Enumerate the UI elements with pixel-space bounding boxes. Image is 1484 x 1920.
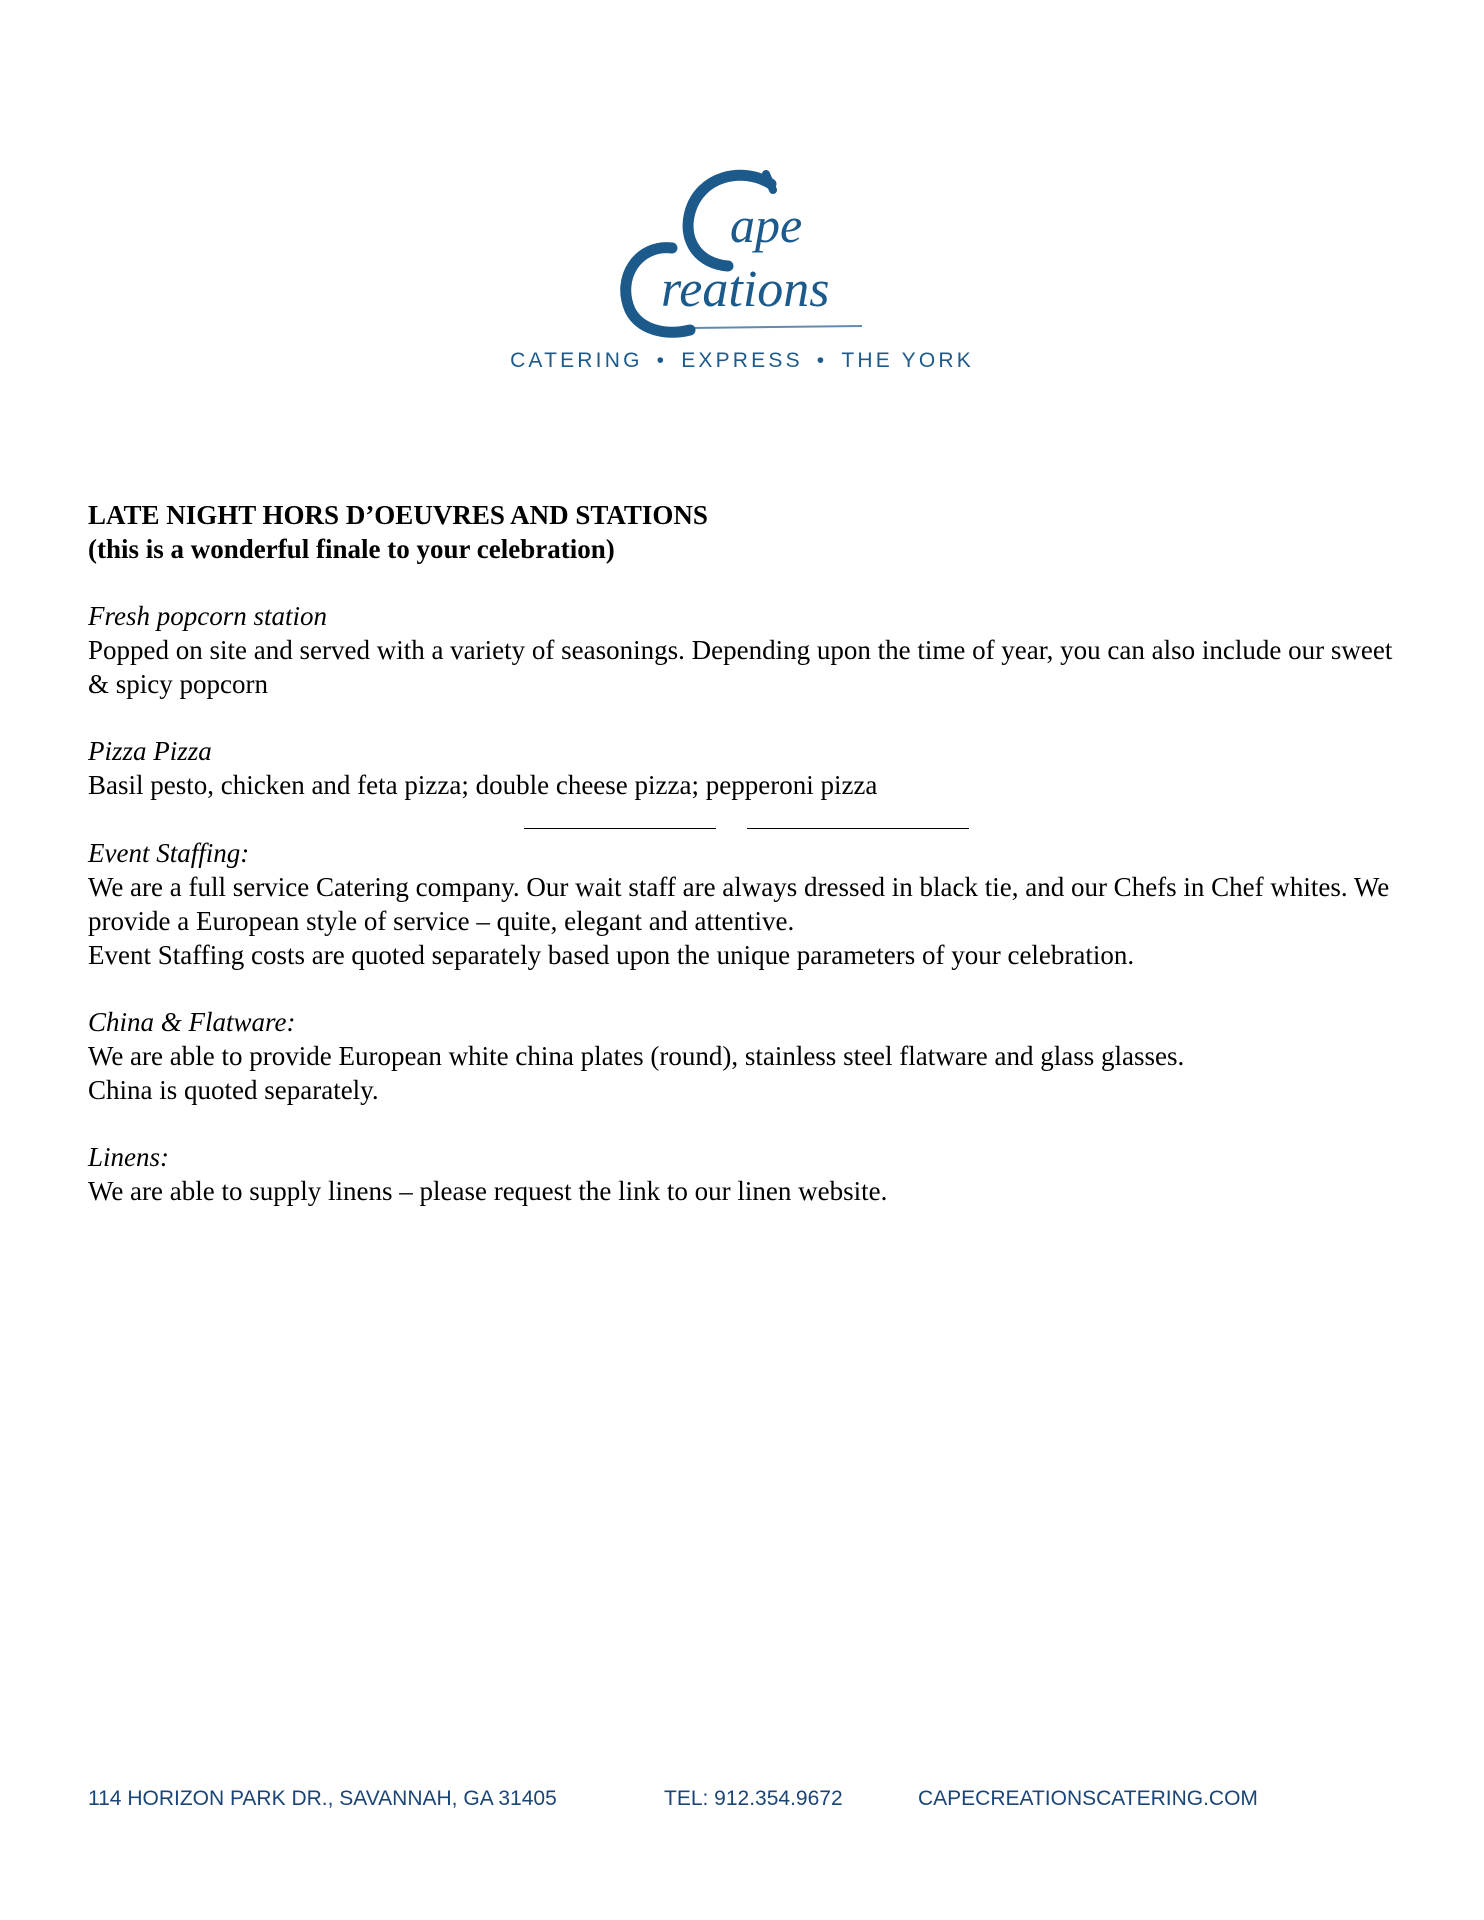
section-text: Basil pesto, chicken and feta pizza; double cheese pizza; pepperoni pizza (88, 770, 878, 800)
logo-tagline: CATERING • EXPRESS • THE YORK (510, 349, 974, 372)
section-pizza (88, 734, 1408, 802)
section-text: We are able to provide European white china plates (round), stainless steel flatware and glass glasses. (88, 1041, 1185, 1071)
section-text: We are a full service Catering company. Our wait staff are always dressed in black tie, and our Chefs in Chef whites. We provide a European style of service – quite, elegant and attentive. (88, 872, 1390, 936)
separator-rule (747, 828, 969, 829)
footer-website: CAPECREATIONSCATERING.COM (918, 1787, 1258, 1810)
section-text: China is quoted separately. (88, 1075, 379, 1105)
document-body (88, 498, 1408, 1208)
section-title: Fresh popcorn station (88, 601, 327, 631)
logo-word-reations: reations (661, 261, 830, 318)
section-text: Event Staffing costs are quoted separately based upon the unique parameters of your celebration. (88, 940, 1135, 970)
section-title: Pizza Pizza (88, 736, 212, 766)
document-subheading: (this is a wonderful finale to your celebration) (88, 534, 615, 564)
section-title: China & Flatware: (88, 1007, 296, 1037)
footer-phone: TEL: 912.354.9672 (664, 1787, 843, 1810)
section-china-flatware (88, 1005, 1408, 1107)
logo-graphic (0, 160, 1484, 375)
separator-rule (524, 828, 716, 829)
cape-creations-logo (0, 160, 1484, 375)
section-text: We are able to supply linens – please request the link to our linen website. (88, 1176, 888, 1206)
section-text: Popped on site and served with a variety of seasonings. Depending upon the time of year, you can also include our sweet & spicy popcorn (88, 635, 1393, 699)
separator-rules (88, 802, 1408, 836)
section-linens (88, 1140, 1408, 1208)
footer-address: 114 HORIZON PARK DR., SAVANNAH, GA 31405 (88, 1787, 557, 1810)
section-popcorn (88, 599, 1408, 701)
section-title: Linens: (88, 1142, 169, 1172)
section-title: Event Staffing: (88, 838, 250, 868)
logo-word-ape: ape (730, 197, 803, 253)
document-heading: LATE NIGHT HORS D’OEUVRES AND STATIONS (88, 500, 708, 530)
section-event-staffing (88, 836, 1408, 972)
